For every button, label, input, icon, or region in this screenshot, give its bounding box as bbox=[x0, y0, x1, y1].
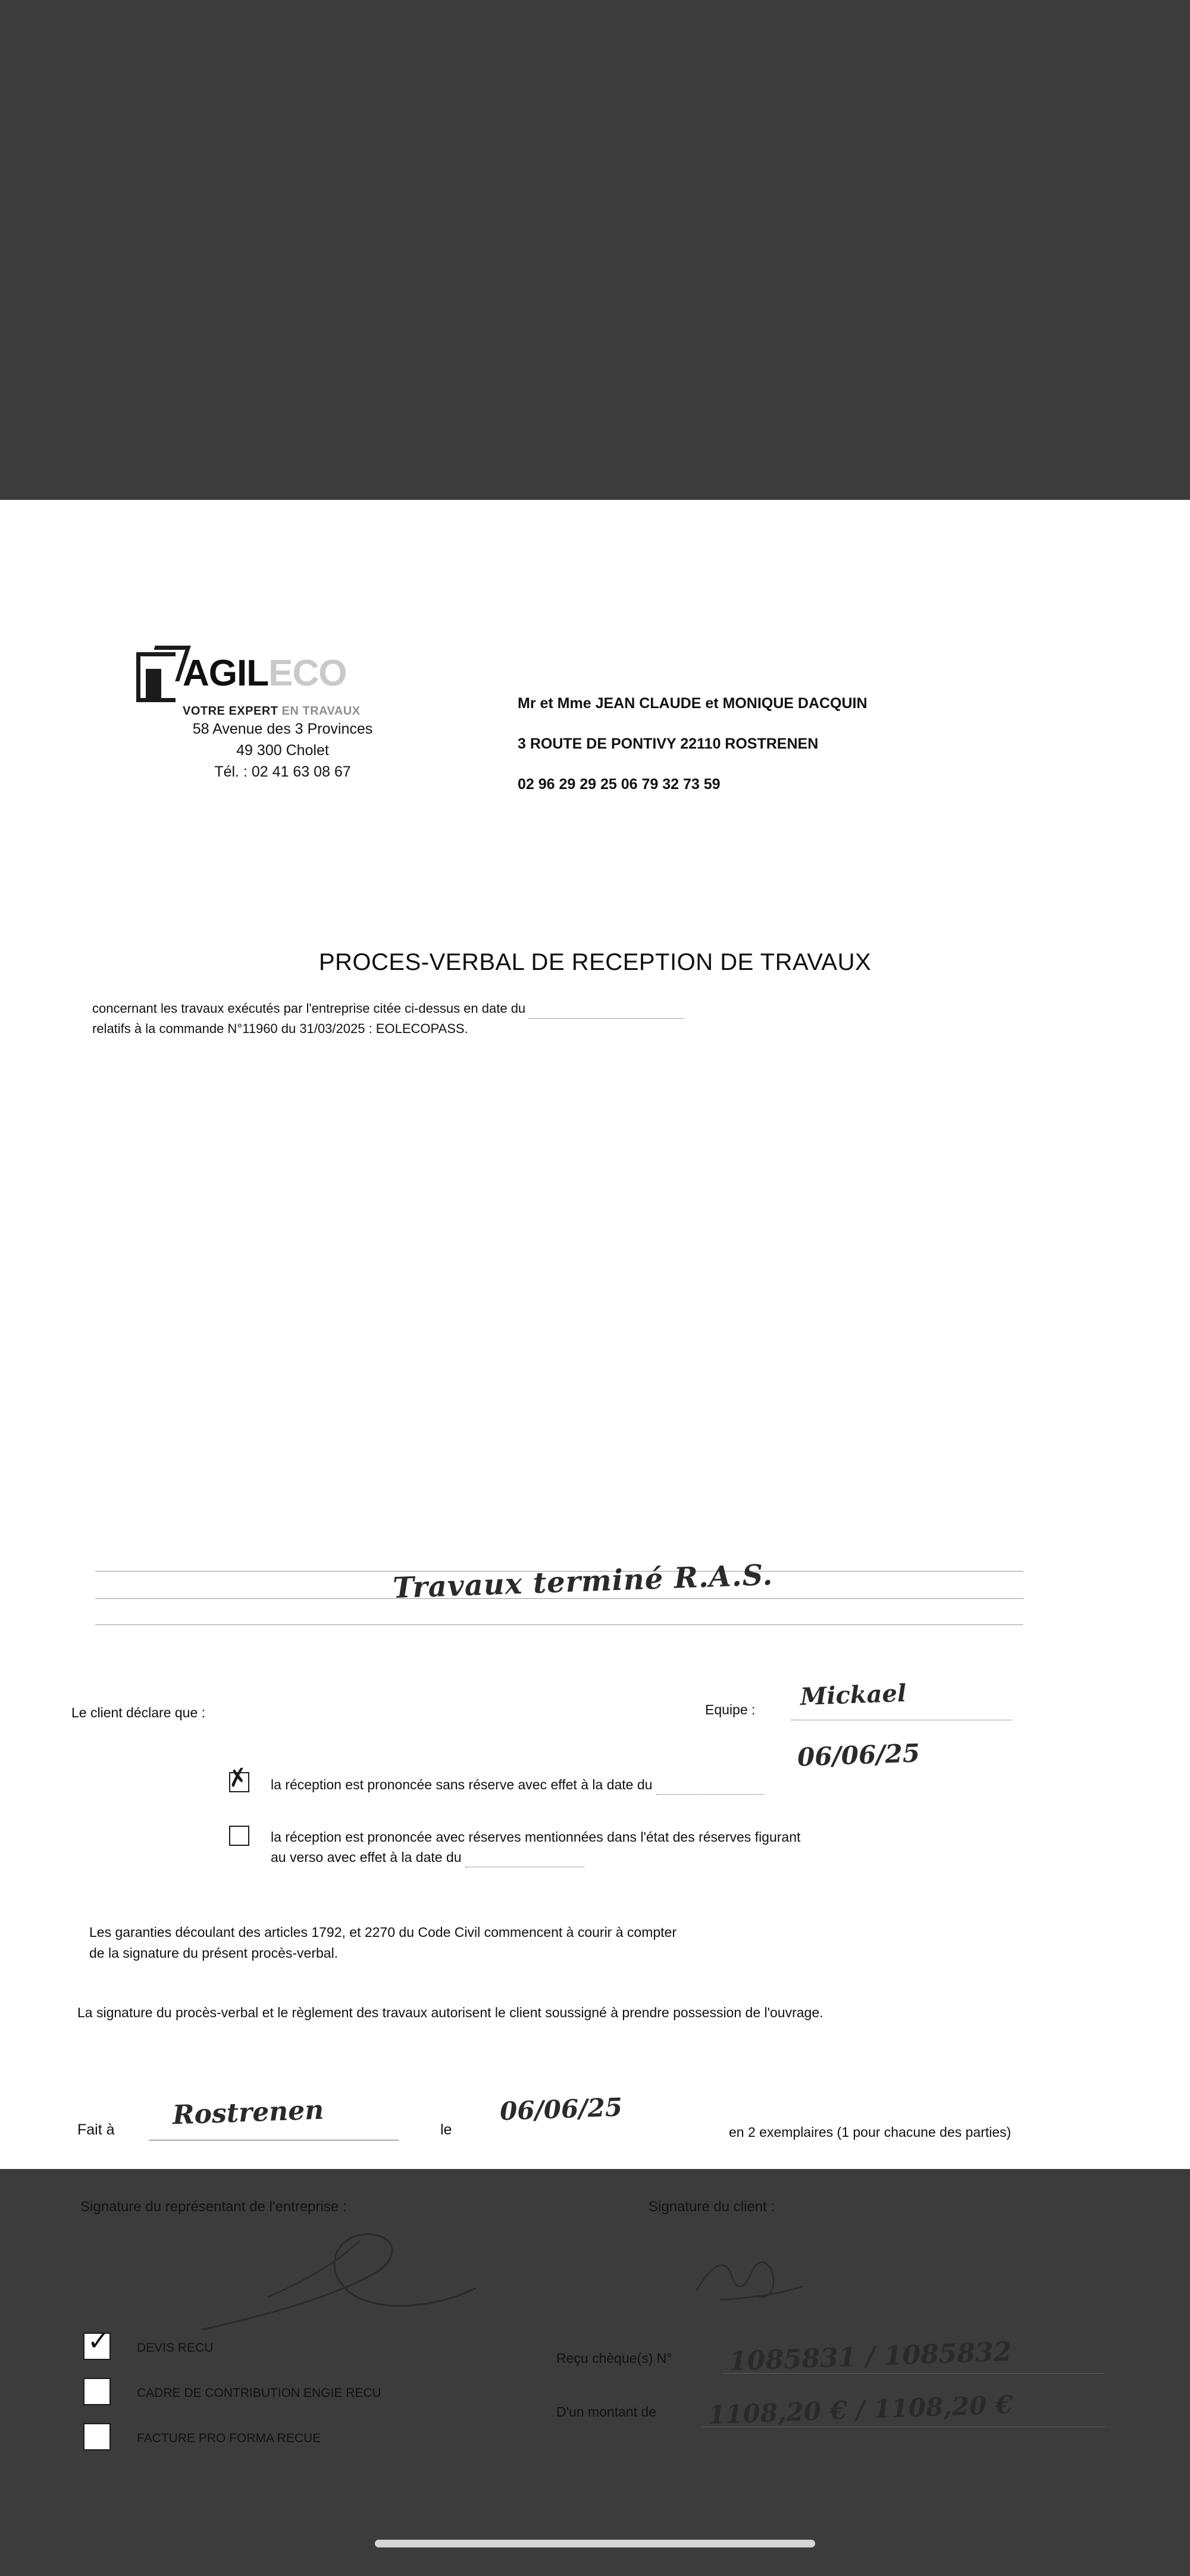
copies-text: en 2 exemplaires (1 pour chacune des parties) bbox=[729, 2124, 1012, 2140]
company-tagline: VOTRE EXPERT EN TRAVAUX bbox=[183, 705, 361, 718]
intro-line2: relatifs à la commande N°11960 du 31/03/2025 : EOLECOPASS. bbox=[92, 1021, 468, 1036]
guarantees-line2: de la signature du présent procès-verbal. bbox=[89, 1945, 339, 1961]
intro-line1: concernant les travaux exécutés par l'entreprise citée ci-dessus en date du bbox=[92, 1001, 526, 1016]
company-logo-text: AGILECO bbox=[183, 653, 347, 694]
client-block bbox=[518, 683, 1053, 805]
checkbox-cadre-engie[interactable] bbox=[83, 2378, 111, 2405]
company-logo-text-faded: ECO bbox=[268, 653, 347, 694]
client-name: Mr et Mme JEAN CLAUDE et MONIQUE DACQUIN bbox=[518, 695, 868, 712]
page-title: PROCES-VERBAL DE RECEPTION DE TRAVAUX bbox=[318, 949, 872, 975]
company-signature bbox=[196, 2226, 530, 2342]
intro-paragraph bbox=[92, 999, 1104, 1039]
guarantees-line1: Les garanties découlant des articles 1792, et 2270 du Code Civil commencent à courir à compter bbox=[89, 1924, 677, 1940]
company-address-line2: 49 300 Cholet bbox=[236, 742, 329, 759]
company-phone: Tél. : 02 41 63 08 67 bbox=[214, 763, 351, 780]
handwritten-reception-date: 06/06/25 bbox=[797, 1738, 920, 1772]
handwritten-fait-le: 06/06/25 bbox=[499, 2092, 623, 2126]
cheque-label: Reçu chèque(s) N° bbox=[556, 2350, 672, 2366]
equipe-label: Equipe : bbox=[705, 1702, 756, 1717]
amount-label: D'un montant de bbox=[556, 2404, 657, 2420]
le-label: le bbox=[440, 2121, 452, 2138]
option-without-reserve-row bbox=[271, 1774, 763, 1795]
client-declares-label: Le client déclare que : bbox=[71, 1705, 206, 1720]
option-with-reserve-line1: la réception est prononcée avec réserves mentionnées dans l'état des réserves figurant bbox=[271, 1829, 801, 1845]
handwritten-fait-a: Rostrenen bbox=[172, 2095, 324, 2131]
company-logo bbox=[128, 649, 437, 713]
checkbox-without-reserve[interactable] bbox=[229, 1772, 249, 1792]
handwritten-observation: Travaux terminé R.A.S. bbox=[392, 1558, 774, 1605]
document-page bbox=[0, 500, 1190, 2445]
guarantees-paragraph bbox=[89, 1922, 982, 1964]
checklist-item-label: DEVIS RECU bbox=[137, 2341, 214, 2355]
company-address-line1: 58 Avenue des 3 Provinces bbox=[192, 721, 373, 737]
client-signature bbox=[684, 2243, 839, 2318]
handwritten-cheque-numbers: 1085831 / 1085832 bbox=[728, 2336, 1013, 2377]
home-indicator[interactable] bbox=[375, 2540, 815, 2547]
handwritten-amount: 1108,20 € / 1108,20 € bbox=[707, 2390, 1013, 2430]
checklist-item-label: FACTURE PRO FORMA RECUE bbox=[137, 2431, 321, 2445]
checkbox-devis-recu[interactable] bbox=[83, 2333, 111, 2360]
company-block bbox=[128, 649, 437, 782]
fait-a-label: Fait à bbox=[77, 2121, 115, 2138]
option-without-reserve-label: la réception est prononcée sans réserve avec effet à la date du bbox=[271, 1777, 653, 1792]
checkbox-facture-proforma[interactable] bbox=[83, 2423, 111, 2450]
option-with-reserve-line2: au verso avec effet à la date du bbox=[271, 1849, 462, 1865]
client-address: 3 ROUTE DE PONTIVY 22110 ROSTRENEN bbox=[518, 735, 819, 752]
intro-date-blank bbox=[529, 1006, 684, 1019]
without-reserve-date-blank bbox=[656, 1782, 763, 1795]
possession-paragraph: La signature du procès-verbal et le règlement des travaux autorisent le client soussigné à prendre possession de l'ouvrage. bbox=[77, 2005, 823, 2020]
checkbox-with-reserve[interactable] bbox=[229, 1826, 249, 1846]
document-header bbox=[0, 649, 1190, 803]
company-tagline-rest: EN TRAVAUX bbox=[281, 705, 361, 718]
signature-client-label: Signature du client : bbox=[649, 2199, 775, 2215]
option-with-reserve-row bbox=[271, 1827, 985, 1867]
signature-company-label: Signature du représentant de l'entreprise : bbox=[80, 2199, 347, 2215]
house-logo-icon bbox=[134, 649, 180, 703]
checklist-item-label: CADRE DE CONTRIBUTION ENGIE RECU bbox=[137, 2386, 381, 2400]
with-reserve-date-blank bbox=[465, 1855, 584, 1867]
client-phones: 02 96 29 29 25 06 79 32 73 59 bbox=[518, 776, 721, 793]
handwritten-equipe: Mickael bbox=[800, 1679, 907, 1711]
